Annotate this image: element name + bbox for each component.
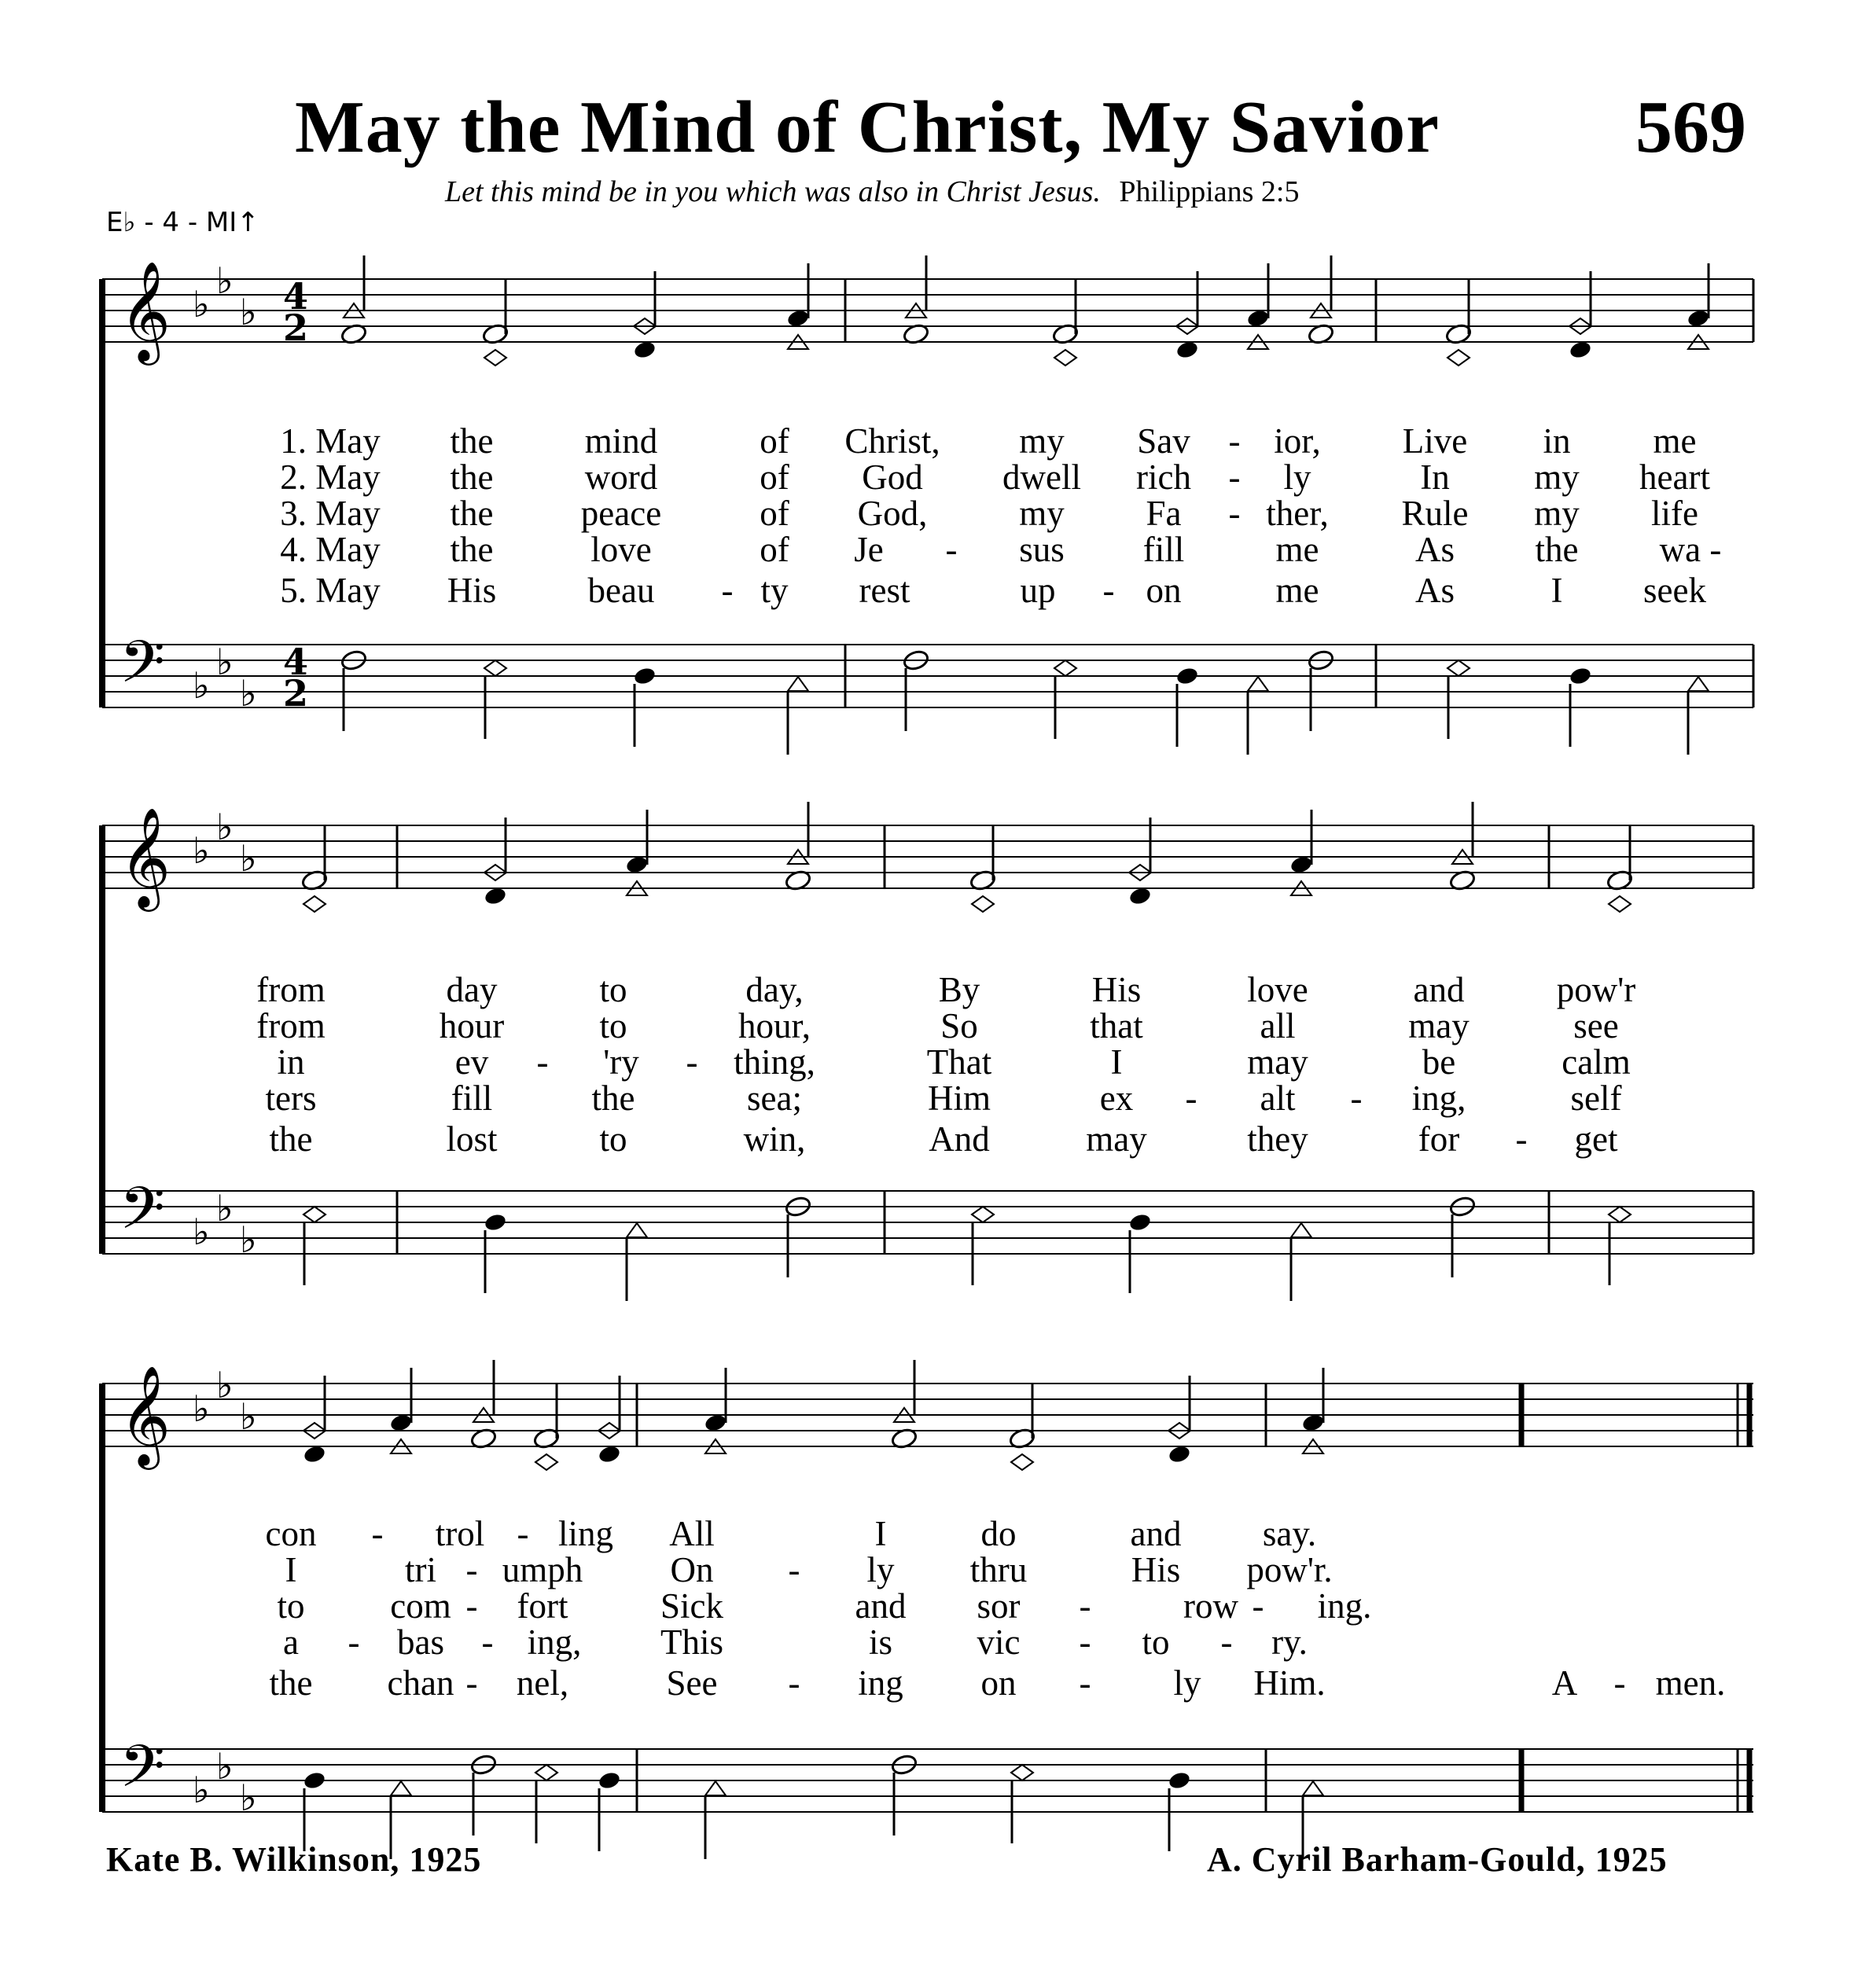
lyric-syllable: self xyxy=(1570,1079,1622,1118)
note-head xyxy=(303,896,326,912)
lyric-syllable: they xyxy=(1247,1119,1308,1159)
lyric-syllable: - xyxy=(788,1550,800,1589)
lyric-syllable: ly xyxy=(1173,1663,1201,1703)
lyric-syllable: up xyxy=(1020,571,1056,610)
lyric-syllable: 3. May xyxy=(280,494,381,533)
flat-icon: ♭ xyxy=(240,672,257,715)
flat-icon: ♭ xyxy=(193,1769,210,1811)
lyric-syllable: I xyxy=(1110,1042,1123,1082)
lyric-syllable: may xyxy=(1408,1006,1470,1045)
scripture-reference: Philippians 2:5 xyxy=(1119,175,1300,208)
flat-icon: ♭ xyxy=(216,1364,234,1406)
lyric-syllable: my xyxy=(1534,494,1580,533)
lyric-syllable: - xyxy=(517,1514,529,1553)
flat-icon: ♭ xyxy=(216,259,234,302)
lyric-syllable: the xyxy=(269,1663,313,1703)
composer-credit: A. Cyril Barham-Gould, 1925 xyxy=(1207,1840,1668,1879)
note-head xyxy=(1448,660,1470,676)
lyric-syllable: do xyxy=(980,1514,1017,1553)
treble-clef-icon: 𝄞 xyxy=(120,260,171,361)
lyric-syllable: of xyxy=(760,421,789,461)
lyric-syllable: to xyxy=(277,1586,305,1626)
lyric-syllable: the xyxy=(450,494,494,533)
lyric-syllable: sea; xyxy=(747,1079,802,1118)
note-head xyxy=(1011,1765,1033,1780)
note-head xyxy=(972,1207,994,1222)
note-head xyxy=(1609,1207,1631,1222)
treble-clef-icon: 𝄞 xyxy=(120,1365,171,1465)
lyric-syllable: 5. May xyxy=(280,571,381,610)
lyric-syllable: 1. May xyxy=(280,421,381,461)
lyric-syllable: on xyxy=(1146,571,1182,610)
lyric-syllable: - xyxy=(1515,1119,1528,1159)
lyricist-credit: Kate B. Wilkinson, 1925 xyxy=(106,1840,482,1879)
lyric-syllable: be xyxy=(1422,1042,1456,1082)
lyric-syllable: to xyxy=(599,1006,627,1045)
lyric-syllable: - xyxy=(465,1550,478,1589)
lyric-syllable: - xyxy=(1228,421,1241,461)
lyric-syllable: rest xyxy=(859,571,910,610)
lyric-syllable: the xyxy=(450,421,494,461)
bass-staff xyxy=(102,1749,1753,1812)
lyric-syllable: - xyxy=(1228,494,1241,533)
lyric-syllable: 'ry xyxy=(603,1042,639,1082)
lyric-syllable: me xyxy=(1275,571,1319,610)
lyric-syllable: ev xyxy=(454,1042,489,1082)
lyric-syllable: His xyxy=(1131,1550,1181,1589)
note-head xyxy=(484,1212,508,1233)
lyric-syllable: His xyxy=(1091,970,1142,1009)
time-signature-top: 4 xyxy=(283,275,309,318)
lyric-syllable: get xyxy=(1574,1119,1618,1159)
note-head xyxy=(484,350,506,366)
lyric-syllable: that xyxy=(1090,1006,1143,1045)
note-head xyxy=(1011,1454,1033,1470)
note-head xyxy=(1609,896,1631,912)
lyric-syllable: may xyxy=(1247,1042,1308,1082)
lyric-syllable: Je xyxy=(854,530,884,569)
lyric-syllable: I xyxy=(285,1550,297,1589)
lyric-syllable: - xyxy=(371,1514,384,1553)
lyric-syllable: - xyxy=(1613,1663,1626,1703)
bass-clef-icon: 𝄢 xyxy=(120,628,165,711)
lyric-syllable: I xyxy=(874,1514,887,1553)
lyric-syllable: Rule xyxy=(1401,494,1469,533)
lyric-syllable: bas xyxy=(397,1622,444,1662)
flat-icon: ♭ xyxy=(193,1211,210,1253)
lyric-syllable: heart xyxy=(1639,457,1710,497)
lyric-syllable: thing, xyxy=(734,1042,815,1082)
note-head xyxy=(1291,1223,1311,1237)
lyric-syllable: - xyxy=(465,1586,478,1626)
lyric-syllable: trol xyxy=(435,1514,485,1553)
lyric-syllable: of xyxy=(760,530,789,569)
scripture-quote: Let this mind be in you which was also in Christ Jesus. xyxy=(445,175,1101,208)
note-head xyxy=(1569,666,1593,686)
time-signature-top: 4 xyxy=(283,641,309,683)
lyric-syllable: ters xyxy=(265,1079,317,1118)
lyric-syllable: - xyxy=(1079,1586,1091,1626)
lyric-syllable: hour xyxy=(439,1006,505,1045)
lyric-syllable: Sick xyxy=(660,1586,724,1626)
lyric-syllable: umph xyxy=(502,1550,583,1589)
lyric-syllable: ther, xyxy=(1266,494,1329,533)
lyric-syllable: ly xyxy=(1283,457,1311,497)
lyric-syllable: love xyxy=(1247,970,1308,1009)
lyric-syllable: In xyxy=(1420,457,1450,497)
note-head xyxy=(1688,677,1709,691)
lyric-syllable: Him xyxy=(927,1079,991,1118)
lyric-syllable: - xyxy=(1252,1586,1264,1626)
lyric-syllable: sus xyxy=(1019,530,1065,569)
lyric-syllable: the xyxy=(450,457,494,497)
lyric-syllable: to xyxy=(599,1119,627,1159)
note-head xyxy=(705,1781,726,1795)
note-head xyxy=(972,896,994,912)
lyric-syllable: hour, xyxy=(738,1006,811,1045)
note-head xyxy=(627,1223,647,1237)
lyric-syllable: - xyxy=(1079,1663,1091,1703)
lyric-syllable: con xyxy=(265,1514,317,1553)
note-head xyxy=(391,1781,411,1795)
lyric-syllable: fill xyxy=(1142,530,1185,569)
flat-icon: ♭ xyxy=(193,664,210,707)
lyric-syllable: Fa xyxy=(1146,494,1182,533)
lyric-syllable: lost xyxy=(446,1119,498,1159)
lyric-syllable: I xyxy=(1551,571,1563,610)
lyric-syllable: And xyxy=(929,1119,990,1159)
lyric-syllable: men. xyxy=(1655,1663,1726,1703)
hymn-title: May the Mind of Christ, My Savior xyxy=(295,86,1440,168)
note-head xyxy=(484,660,506,676)
lyric-syllable: say. xyxy=(1262,1514,1317,1553)
lyric-syllable: the xyxy=(269,1119,313,1159)
lyric-syllable: Sav xyxy=(1137,421,1190,461)
lyric-syllable: of xyxy=(760,457,789,497)
lyric-syllable: peace xyxy=(580,494,662,533)
lyric-syllable: me xyxy=(1275,530,1319,569)
lyric-syllable: win, xyxy=(743,1119,806,1159)
flat-icon: ♭ xyxy=(216,1745,234,1788)
lyric-syllable: day, xyxy=(745,970,804,1009)
lyric-syllable: - xyxy=(788,1663,800,1703)
lyric-syllable: - xyxy=(1220,1622,1233,1662)
note-head xyxy=(1448,350,1470,366)
lyric-syllable: beau xyxy=(587,571,655,610)
lyric-syllable: of xyxy=(760,494,789,533)
lyric-syllable: pow'r. xyxy=(1246,1550,1333,1589)
note-head xyxy=(535,1765,557,1780)
lyric-syllable: thru xyxy=(969,1550,1028,1589)
flat-icon: ♭ xyxy=(216,806,234,848)
lyric-syllable: 4. May xyxy=(280,530,381,569)
lyric-syllable: His xyxy=(447,571,497,610)
note-head xyxy=(1168,1770,1192,1791)
lyric-syllable: By xyxy=(938,970,980,1009)
lyric-syllable: As xyxy=(1414,571,1455,610)
lyric-syllable: on xyxy=(980,1663,1017,1703)
lyric-syllable: - xyxy=(1102,571,1115,610)
hymn-number: 569 xyxy=(1635,86,1746,168)
lyric-syllable: - xyxy=(686,1042,698,1082)
lyric-syllable: Live xyxy=(1402,421,1468,461)
lyric-syllable: the xyxy=(1535,530,1579,569)
note-head xyxy=(535,1454,557,1470)
lyric-syllable: nel, xyxy=(516,1663,569,1703)
lyric-syllable: wa - xyxy=(1659,530,1722,569)
lyric-syllable: A xyxy=(1551,1663,1578,1703)
lyric-syllable: day xyxy=(446,970,498,1009)
lyric-syllable: ty xyxy=(760,571,789,610)
bass-clef-icon: 𝄢 xyxy=(120,1733,165,1815)
lyric-syllable: 2. May xyxy=(280,457,381,497)
lyric-syllable: ex xyxy=(1099,1079,1134,1118)
treble-staff xyxy=(102,825,1753,888)
lyric-syllable: and xyxy=(1413,970,1465,1009)
lyric-syllable: chan xyxy=(387,1663,454,1703)
flat-icon: ♭ xyxy=(240,291,257,333)
lyric-syllable: ing, xyxy=(527,1622,582,1662)
note-head xyxy=(1054,350,1076,366)
lyric-syllable: is xyxy=(868,1622,893,1662)
bass-staff xyxy=(102,1191,1753,1254)
note-head xyxy=(1175,666,1200,686)
lyric-syllable: ing xyxy=(858,1663,903,1703)
lyric-syllable: - xyxy=(1185,1079,1197,1118)
lyric-syllable: mind xyxy=(584,421,658,461)
lyric-syllable: - xyxy=(536,1042,549,1082)
lyric-syllable: ry. xyxy=(1271,1622,1308,1662)
lyric-syllable: me xyxy=(1653,421,1697,461)
note-head xyxy=(1248,677,1268,691)
lyric-syllable: alt xyxy=(1260,1079,1296,1118)
lyric-syllable: calm xyxy=(1562,1042,1631,1082)
lyric-syllable: - xyxy=(721,571,734,610)
lyric-syllable: rich xyxy=(1136,457,1191,497)
lyric-syllable: to xyxy=(599,970,627,1009)
lyric-syllable: life xyxy=(1651,494,1698,533)
time-signature-bottom: 2 xyxy=(283,672,309,715)
lyric-syllable: my xyxy=(1019,421,1065,461)
lyric-syllable: fill xyxy=(451,1079,493,1118)
note-head xyxy=(633,666,657,686)
lyric-syllable: in xyxy=(1543,421,1571,461)
lyric-syllable: dwell xyxy=(1002,457,1081,497)
flat-icon: ♭ xyxy=(240,837,257,880)
flat-icon: ♭ xyxy=(240,1777,257,1819)
lyric-syllable: from xyxy=(256,970,326,1009)
flat-icon: ♭ xyxy=(193,283,210,325)
lyric-syllable: On xyxy=(670,1550,714,1589)
lyric-syllable: the xyxy=(591,1079,635,1118)
lyric-syllable: - xyxy=(465,1663,478,1703)
lyric-syllable: - xyxy=(945,530,958,569)
lyric-syllable: Him. xyxy=(1253,1663,1326,1703)
bass-clef-icon: 𝄢 xyxy=(120,1174,165,1257)
lyric-syllable: see xyxy=(1573,1006,1619,1045)
note-head xyxy=(598,1770,622,1791)
lyric-syllable: ior, xyxy=(1274,421,1321,461)
lyric-syllable: - xyxy=(1350,1079,1363,1118)
lyric-syllable: God xyxy=(862,457,923,497)
lyric-syllable: That xyxy=(926,1042,992,1082)
lyric-syllable: ling xyxy=(557,1514,614,1553)
note-head xyxy=(1054,660,1076,676)
lyric-syllable: word xyxy=(584,457,658,497)
flat-icon: ♭ xyxy=(240,1218,257,1261)
lyric-syllable: See xyxy=(666,1663,718,1703)
lyric-syllable: So xyxy=(940,1006,978,1045)
lyric-syllable: - xyxy=(481,1622,494,1662)
key-info: E♭ - 4 - MI↑ xyxy=(106,207,259,238)
lyric-syllable: and xyxy=(1130,1514,1182,1553)
lyric-syllable: and xyxy=(855,1586,907,1626)
lyric-syllable: vic xyxy=(977,1622,1021,1662)
lyric-syllable: fort xyxy=(517,1586,568,1626)
lyric-syllable: ly xyxy=(866,1550,895,1589)
lyric-syllable: row xyxy=(1183,1586,1238,1626)
lyric-syllable: ing, xyxy=(1411,1079,1466,1118)
lyric-syllable: sor xyxy=(977,1586,1021,1626)
lyric-syllable: to xyxy=(1142,1622,1170,1662)
treble-clef-icon: 𝄞 xyxy=(120,807,171,907)
lyric-syllable: a xyxy=(283,1622,299,1662)
flat-icon: ♭ xyxy=(193,1387,210,1430)
lyric-syllable: from xyxy=(256,1006,326,1045)
lyric-syllable: God, xyxy=(857,494,928,533)
lyric-syllable: As xyxy=(1414,530,1455,569)
lyric-syllable: - xyxy=(348,1622,360,1662)
lyric-syllable: ing. xyxy=(1317,1586,1372,1626)
lyric-syllable: - xyxy=(1228,457,1241,497)
lyric-syllable: tri xyxy=(405,1550,436,1589)
lyric-syllable: - xyxy=(1079,1622,1091,1662)
lyric-syllable: pow'r xyxy=(1556,970,1636,1009)
lyric-syllable: All xyxy=(669,1514,715,1553)
time-signature-bottom: 2 xyxy=(283,307,309,349)
lyric-syllable: my xyxy=(1534,457,1580,497)
treble-staff xyxy=(102,1384,1753,1446)
lyric-syllable: seek xyxy=(1643,571,1706,610)
flat-icon: ♭ xyxy=(216,1187,234,1229)
lyric-syllable: com xyxy=(390,1586,451,1626)
lyric-syllable: love xyxy=(590,530,652,569)
note-head xyxy=(303,1207,326,1222)
lyric-syllable: may xyxy=(1086,1119,1147,1159)
flat-icon: ♭ xyxy=(240,1395,257,1438)
lyric-syllable: This xyxy=(660,1622,724,1662)
lyric-syllable: for xyxy=(1418,1119,1460,1159)
flat-icon: ♭ xyxy=(193,829,210,872)
note-head xyxy=(303,1770,327,1791)
lyric-syllable: Christ, xyxy=(844,421,940,461)
note-head xyxy=(1128,1212,1153,1233)
note-head xyxy=(1303,1781,1323,1795)
lyric-syllable: in xyxy=(277,1042,305,1082)
lyric-syllable: my xyxy=(1019,494,1065,533)
flat-icon: ♭ xyxy=(216,641,234,683)
note-head xyxy=(788,677,808,691)
lyric-syllable: all xyxy=(1260,1006,1296,1045)
lyric-syllable: the xyxy=(450,530,494,569)
